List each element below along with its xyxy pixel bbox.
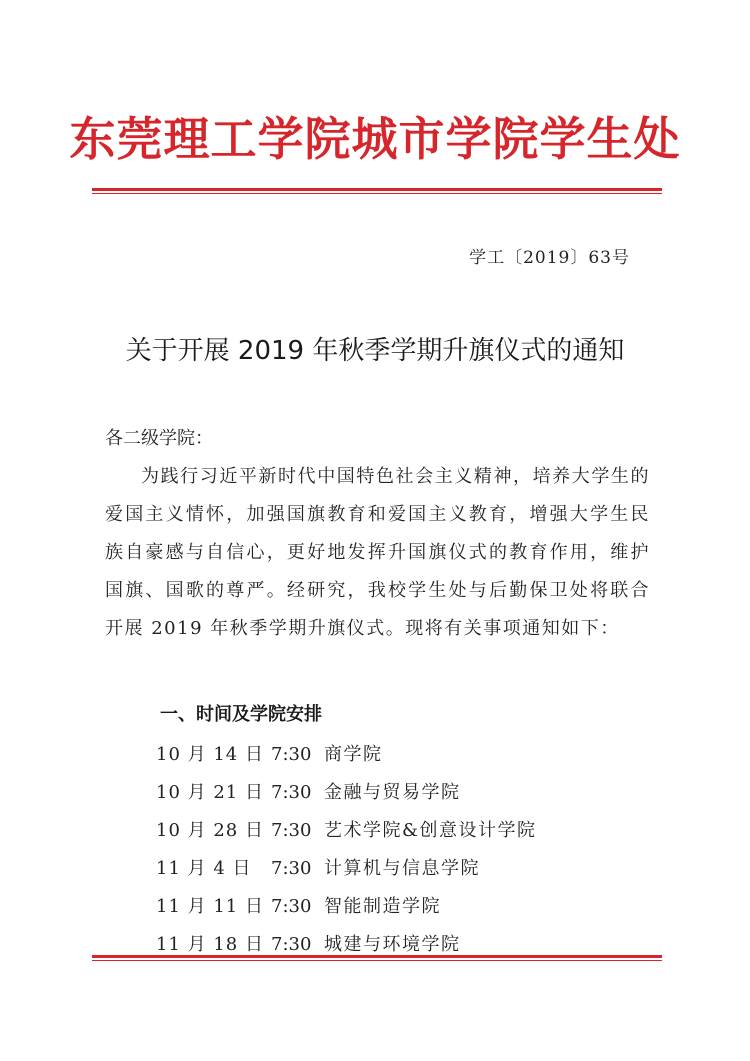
schedule-college: 计算机与信息学院 (324, 858, 480, 879)
schedule-date: 11 月 4 日 (156, 858, 252, 879)
schedule-row (156, 854, 537, 892)
divider-thick-line (92, 955, 662, 958)
schedule-row (156, 816, 537, 854)
schedule-date: 10 月 28 日 (156, 820, 264, 841)
schedule-time: 7:30 (271, 744, 312, 765)
schedule-date: 11 月 18 日 (156, 934, 264, 955)
schedule-time: 7:30 (271, 820, 312, 841)
divider-thin-line (92, 193, 662, 194)
document-body (105, 420, 650, 648)
schedule-time: 7:30 (271, 782, 312, 803)
schedule-college: 金融与贸易学院 (324, 782, 461, 803)
document-number: 学工〔2019〕63号 (469, 248, 630, 268)
divider-thin-line (92, 960, 662, 961)
schedule-list (156, 740, 537, 968)
schedule-date: 10 月 14 日 (156, 744, 264, 765)
schedule-row (156, 930, 537, 968)
section-heading: 一、时间及学院安排 (160, 704, 322, 725)
footer-divider (92, 955, 662, 961)
letterhead-divider (92, 188, 662, 194)
schedule-row (156, 892, 537, 930)
schedule-college: 艺术学院&创意设计学院 (324, 820, 537, 841)
letterhead-title: 东莞理工学院城市学院学生处 (69, 112, 681, 166)
schedule-time: 7:30 (271, 858, 312, 879)
document-title: 关于开展 2019 年秋季学期升旗仪式的通知 (125, 336, 625, 366)
divider-thick-line (92, 188, 662, 191)
schedule-time: 7:30 (271, 934, 312, 955)
schedule-college: 智能制造学院 (324, 896, 441, 917)
body-paragraph: 为践行习近平新时代中国特色社会主义精神，培养大学生的爱国主义情怀，加强国旗教育和爱国主义教育，增强大学生民族自豪感与自信心，更好地发挥升国旗仪式的教育作用，维护国旗、国歌的尊严。经研究，我校学生处与后勤保卫处将联合开展 2019 年秋季学期升旗仪式。现将有关事项通知如下： (105, 466, 650, 639)
schedule-time: 7:30 (271, 896, 312, 917)
schedule-date: 10 月 21 日 (156, 782, 264, 803)
schedule-college: 城建与环境学院 (324, 934, 461, 955)
schedule-college: 商学院 (324, 744, 383, 765)
schedule-row (156, 778, 537, 816)
salutation: 各二级学院： (105, 428, 213, 449)
schedule-row (156, 740, 537, 778)
schedule-date: 11 月 11 日 (156, 896, 264, 917)
